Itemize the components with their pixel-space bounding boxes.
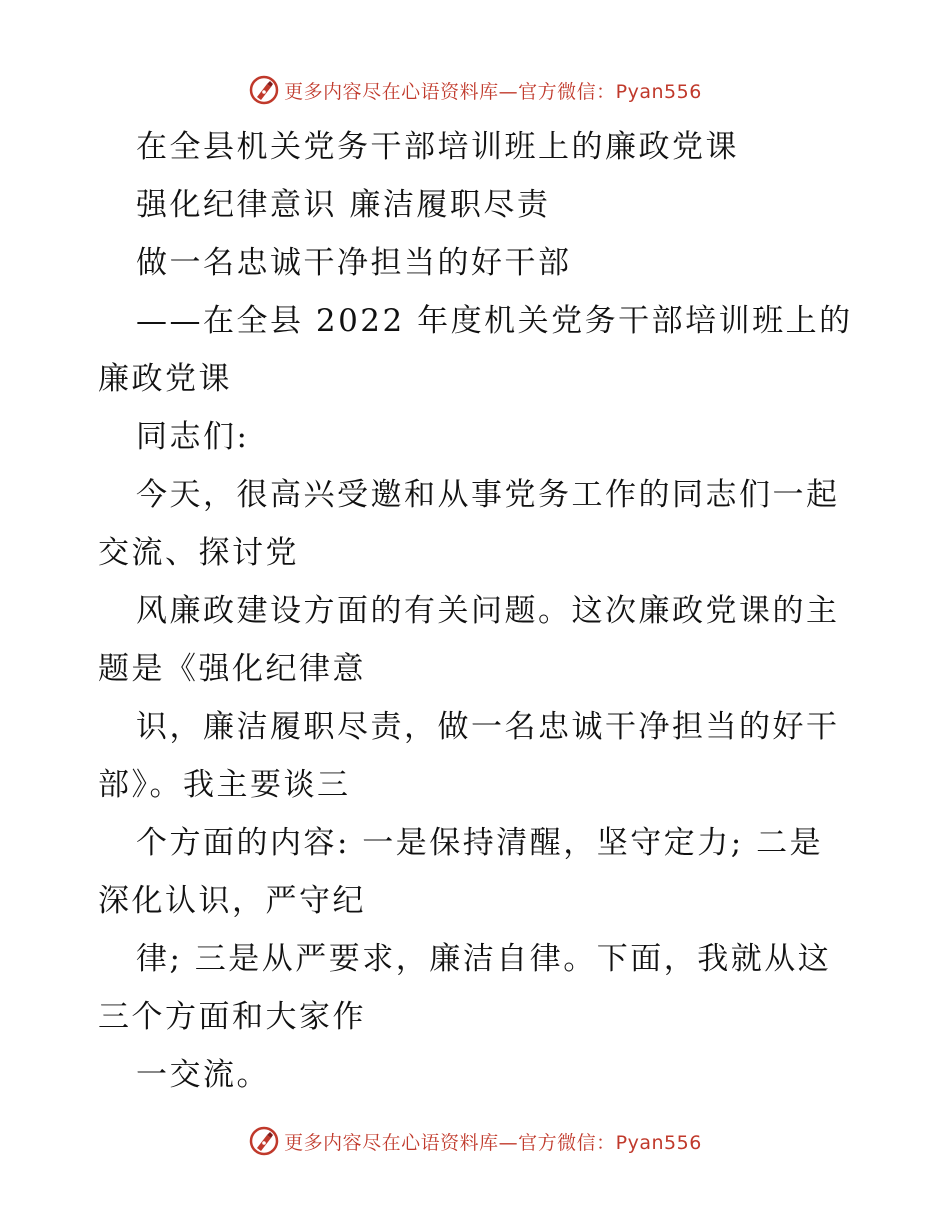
paragraph-line: 交流、探讨党 xyxy=(98,535,299,571)
paragraph-line: 个方面的内容: 一是保持清醒，坚守定力; 二是 xyxy=(136,825,824,861)
pen-nib-logo-icon xyxy=(248,74,280,106)
paragraph-line: 三个方面和大家作 xyxy=(98,999,366,1035)
doc-title-line: 在全县机关党务干部培训班上的廉政党课 xyxy=(136,129,739,165)
paragraph-line: 部》。我主要谈三 xyxy=(98,767,351,803)
doc-subtitle-line-4: 廉政党课 xyxy=(98,361,232,397)
salutation: 同志们: xyxy=(136,419,250,455)
doc-subtitle-line-2: 做一名忠诚干净担当的好干部 xyxy=(136,245,572,281)
watermark-group xyxy=(248,1125,702,1157)
paragraph-line: 深化认识，严守纪 xyxy=(98,883,366,919)
paragraph-line: 识，廉洁履职尽责，做一名忠诚干净担当的好干 xyxy=(136,709,840,745)
document-body xyxy=(98,118,858,1104)
footer-watermark xyxy=(0,1121,950,1161)
paragraph-line: 今天，很高兴受邀和从事党务工作的同志们一起 xyxy=(136,477,840,513)
doc-subtitle-line-3: ——在全县 2022 年度机关党务干部培训班上的 xyxy=(136,303,853,339)
paragraph-line: 题是《强化纪律意 xyxy=(98,651,366,687)
paragraph-line: 一交流。 xyxy=(136,1057,270,1093)
paragraph-line: 风廉政建设方面的有关问题。这次廉政党课的主 xyxy=(136,593,840,629)
watermark-text: 更多内容尽在心语资料库—官方微信：Pyan556 xyxy=(284,1131,702,1154)
doc-subtitle-line-1: 强化纪律意识 廉洁履职尽责 xyxy=(136,187,551,223)
watermark-text: 更多内容尽在心语资料库—官方微信：Pyan556 xyxy=(284,80,702,103)
pen-nib-logo-icon xyxy=(248,1125,280,1157)
header-watermark xyxy=(0,70,950,110)
paragraph-line: 律; 三是从严要求，廉洁自律。下面，我就从这 xyxy=(136,941,832,977)
watermark-group xyxy=(248,74,702,106)
